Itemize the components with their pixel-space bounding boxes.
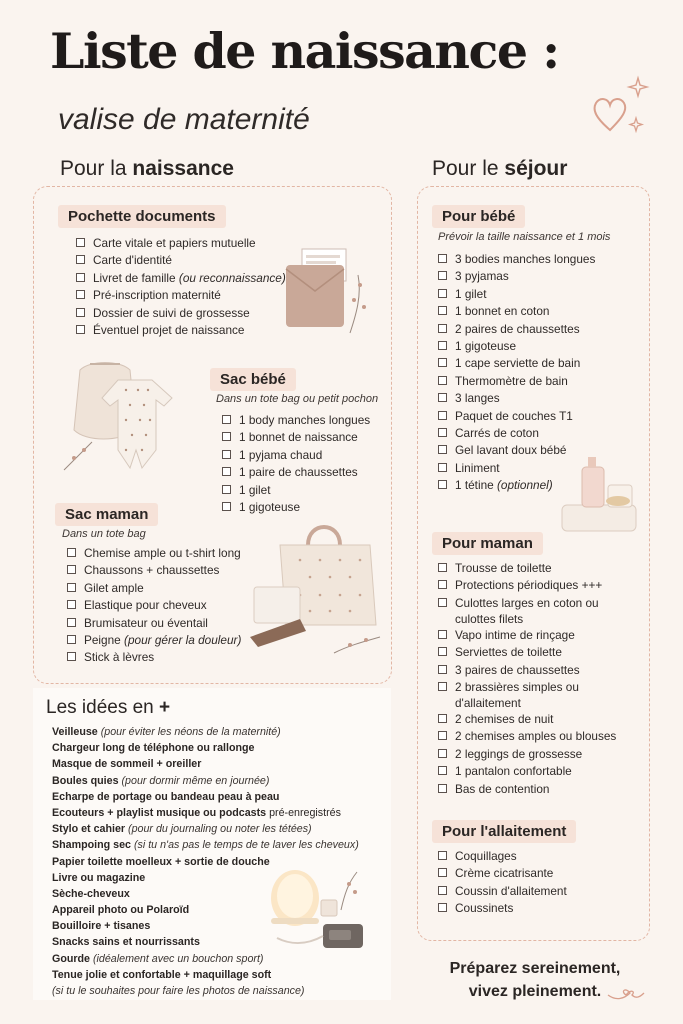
idea-item [52, 741, 359, 757]
checkbox[interactable] [76, 255, 85, 264]
checklist-item [438, 712, 616, 729]
item-text [455, 252, 595, 266]
item-label: 1 bonnet de naissance [239, 430, 358, 445]
item-text [455, 866, 553, 880]
item-text [84, 633, 241, 647]
tote-bag-icon [250, 515, 385, 660]
checkbox[interactable] [67, 618, 76, 627]
checkbox[interactable] [67, 600, 76, 609]
item-text [455, 712, 553, 726]
heart-sparkles-icon [588, 70, 658, 140]
item-text [455, 628, 575, 642]
item-label: 2 chemises de nuit [455, 711, 554, 726]
idea-label: Gourde [52, 952, 93, 965]
idea-label: Veilleuse [52, 726, 101, 738]
sac-maman-subtitle: Dans un tote bag [62, 528, 146, 540]
item-label: 3 langes [455, 391, 500, 406]
ideas-heading [46, 697, 170, 719]
checkbox[interactable] [438, 868, 447, 877]
idea-note: (si tu le souhaites pour faire les photos de naissance) [52, 985, 305, 997]
checklist-item [438, 409, 595, 426]
checklist-item [222, 413, 370, 430]
item-label: Chaussons + chaussettes [84, 563, 220, 578]
item-label: 2 chemises amples ou blouses [455, 729, 617, 744]
checkbox[interactable] [438, 598, 447, 607]
checkbox[interactable] [67, 548, 76, 557]
checklist-item [438, 339, 595, 356]
checkbox[interactable] [76, 273, 85, 282]
item-label: 3 paires de chaussettes [455, 662, 580, 677]
item-text [455, 356, 580, 370]
checkbox[interactable] [438, 784, 447, 793]
item-label: Thermomètre de bain [455, 373, 568, 388]
item-label: 2 paires de chaussettes [455, 321, 580, 336]
checklist-item [438, 729, 616, 746]
item-label: Liniment [455, 460, 500, 475]
pour-bebe-subtitle: Prévoir la taille naissance et 1 mois [438, 231, 611, 243]
item-text [455, 478, 553, 492]
closing-line-1: Préparez sereinement, [449, 960, 621, 977]
idea-item [52, 774, 359, 790]
checklist-item [67, 546, 241, 563]
checklist-item [222, 430, 370, 447]
checkbox[interactable] [222, 415, 231, 424]
idea-item [52, 757, 359, 773]
checkbox[interactable] [222, 432, 231, 441]
idea-note: (idéalement avec un bouchon sport) [92, 952, 264, 965]
item-text [455, 339, 516, 353]
item-text [455, 782, 549, 796]
checklist-item [438, 884, 567, 901]
checklist-item [438, 596, 616, 628]
checkbox[interactable] [438, 376, 447, 385]
item-text [455, 561, 552, 575]
baby-clothes-pouch-icon [60, 350, 195, 480]
sac-bebe-tag: Sac bébé [210, 368, 296, 391]
idea-note: (pour éviter les néons de la maternité) [100, 726, 281, 738]
item-label: 3 pyjamas [455, 269, 509, 284]
checkbox[interactable] [438, 749, 447, 758]
item-text [455, 304, 549, 318]
page-subtitle: valise de maternité [58, 103, 310, 136]
item-label: Crème cicatrisante [455, 866, 554, 881]
checkbox[interactable] [438, 411, 447, 420]
item-text [455, 663, 580, 677]
sac-bebe-list [222, 413, 370, 517]
checkbox[interactable] [438, 289, 447, 298]
idea-label: Appareil photo ou Polaroïd [52, 904, 190, 917]
item-label: Chemise ample ou t-shirt long [84, 546, 241, 560]
checklist-item [67, 581, 241, 598]
item-label: Elastique pour cheveux [84, 598, 207, 613]
heading-bold: naissance [132, 157, 234, 180]
idea-label: Bouilloire + tisanes [52, 920, 151, 933]
checkbox[interactable] [67, 652, 76, 661]
checkbox[interactable] [438, 886, 447, 895]
checklist-item [438, 901, 567, 918]
pour-maman-list [438, 561, 616, 799]
pour-bebe-tag: Pour bébé [432, 205, 525, 228]
idea-label: Masque de sommeil + oreiller [52, 758, 202, 771]
checkbox[interactable] [438, 463, 447, 472]
item-label: Gel lavant doux bébé [455, 443, 567, 458]
idea-item [52, 822, 359, 838]
item-text [455, 729, 616, 743]
checkbox[interactable] [438, 580, 447, 589]
checklist-item [67, 633, 241, 650]
item-label: Paquet de couches T1 [455, 408, 573, 423]
checklist-item [438, 561, 616, 578]
checkbox[interactable] [222, 467, 231, 476]
checklist-item [438, 374, 595, 391]
idea-plain: pré-enregistrés [269, 806, 341, 819]
checkbox[interactable] [67, 635, 76, 644]
item-text [84, 563, 219, 577]
item-label: 2 brassières simples ou d'allaitement [455, 679, 579, 710]
checklist-item [76, 323, 286, 340]
item-text [455, 679, 605, 711]
checkbox[interactable] [438, 480, 447, 489]
item-text [455, 645, 562, 659]
item-text [239, 448, 322, 462]
checklist-item [438, 764, 616, 781]
left-column-heading [60, 157, 234, 181]
item-text [455, 374, 568, 388]
item-label: 1 pantalon confortable [455, 764, 572, 779]
heading-prefix: Les idées en [46, 697, 154, 718]
item-text [239, 500, 300, 514]
item-label: Peigne [84, 632, 125, 647]
idea-label: Stylo et cahier [52, 823, 129, 836]
idea-label: Ecouteurs + playlist musique ou podcasts [52, 806, 270, 819]
idea-item [52, 984, 359, 1000]
item-label: Coquillages [455, 849, 517, 863]
closing-line-2: vivez pleinement. [468, 983, 602, 1000]
item-note: (optionnel) [496, 478, 553, 493]
item-label: Protections périodiques +++ [455, 578, 603, 593]
checklist-item [438, 322, 595, 339]
checklist-item [222, 448, 370, 465]
item-label: Brumisateur ou éventail [84, 615, 208, 630]
item-label: 1 gigoteuse [455, 338, 517, 353]
idea-label: Boules quies [52, 774, 122, 787]
checklist-item [76, 288, 286, 305]
item-label: 3 bodies manches longues [455, 252, 596, 266]
checkbox[interactable] [438, 306, 447, 315]
checkbox[interactable] [438, 665, 447, 674]
item-text [455, 884, 567, 898]
item-label: Bas de contention [455, 781, 550, 796]
idea-label: Snacks sains et nourrissants [52, 936, 200, 949]
item-text [455, 287, 486, 301]
checklist-item [67, 598, 241, 615]
idea-label: Papier toilette moelleux + sortie de douche [52, 855, 270, 868]
heading-prefix: Pour le [432, 157, 499, 180]
checkbox[interactable] [438, 445, 447, 454]
checklist-item [438, 866, 567, 883]
item-label: Serviettes de toilette [455, 645, 562, 660]
idea-item [52, 806, 359, 822]
checklist-item [76, 236, 286, 253]
item-label: Carte d'identité [93, 253, 172, 268]
nightlight-charger-icon [265, 862, 380, 962]
item-text [455, 426, 539, 440]
checklist-item [438, 287, 595, 304]
item-text [84, 546, 241, 560]
item-text [455, 269, 509, 283]
right-column-heading [432, 157, 567, 181]
item-label: Pré-inscription maternité [93, 288, 221, 303]
checkbox[interactable] [438, 563, 447, 572]
idea-label: Livre ou magazine [52, 871, 146, 884]
item-text [84, 581, 144, 595]
idea-label: Chargeur long de téléphone ou rallonge [52, 742, 255, 755]
item-label: 1 pyjama chaud [239, 447, 323, 462]
item-label: Dossier de suivi de grossesse [93, 305, 250, 320]
checklist-item [438, 680, 616, 712]
checklist-item [438, 252, 595, 269]
item-text [455, 747, 582, 761]
checklist-item [438, 645, 616, 662]
checklist-item [67, 616, 241, 633]
pochette-documents-list [76, 236, 286, 340]
heart-squiggle-icon [606, 983, 646, 1003]
item-text [455, 901, 513, 915]
checkbox[interactable] [222, 450, 231, 459]
checkbox[interactable] [438, 393, 447, 402]
checkbox[interactable] [67, 565, 76, 574]
item-label: 2 leggings de grossesse [455, 746, 583, 761]
idea-note: (si tu n'as pas le temps de te laver les cheveux) [133, 839, 359, 852]
item-text [239, 465, 358, 479]
checkbox[interactable] [438, 851, 447, 860]
checklist-item [438, 747, 616, 764]
item-text [455, 764, 572, 778]
item-text [455, 578, 602, 592]
document-pouch-icon [280, 245, 380, 340]
sac-bebe-subtitle: Dans un tote bag ou petit pochon [216, 393, 379, 405]
checkbox[interactable] [438, 903, 447, 912]
item-label: Coussinets [455, 901, 514, 916]
checkbox[interactable] [222, 502, 231, 511]
item-label: Culottes larges en coton ou culottes filets [455, 595, 599, 626]
heading-bold: + [159, 697, 171, 718]
item-text [455, 409, 573, 423]
checklist-item [76, 306, 286, 323]
item-text [455, 595, 605, 627]
checkbox[interactable] [67, 583, 76, 592]
item-text [239, 430, 358, 444]
item-label: Stick à lèvres [84, 650, 155, 665]
item-label: 1 paire de chaussettes [239, 465, 358, 480]
checklist-item [438, 663, 616, 680]
item-label: Carte vitale et papiers mutuelle [93, 236, 256, 250]
checklist-item [438, 304, 595, 321]
item-label: 1 gilet [239, 482, 271, 497]
sac-maman-list [67, 546, 241, 668]
item-label: 1 gilet [455, 286, 487, 301]
item-text [93, 236, 256, 250]
item-text [93, 323, 245, 337]
checkbox[interactable] [438, 428, 447, 437]
pour-maman-tag: Pour maman [432, 532, 543, 555]
item-label: 1 cape serviette de bain [455, 356, 581, 371]
item-text [455, 391, 500, 405]
item-text [93, 271, 286, 285]
item-label: 1 gigoteuse [239, 499, 301, 514]
idea-label: Tenue jolie et confortable + maquillage soft [52, 968, 272, 981]
checkbox[interactable] [438, 714, 447, 723]
heading-prefix: Pour la [60, 157, 127, 180]
checkbox[interactable] [438, 766, 447, 775]
checkbox[interactable] [76, 325, 85, 334]
checklist-item [438, 849, 567, 866]
page-title: Liste de naissance : [50, 22, 559, 80]
idea-label: Shampoing sec [52, 839, 134, 852]
item-label: Gilet ample [84, 580, 144, 595]
checkbox[interactable] [438, 630, 447, 639]
item-text [84, 650, 154, 664]
checkbox[interactable] [438, 731, 447, 740]
checklist-item [67, 650, 241, 667]
item-text [239, 413, 370, 427]
checkbox[interactable] [438, 341, 447, 350]
heading-bold: séjour [504, 157, 568, 180]
item-text [93, 306, 250, 320]
checklist-item [222, 483, 370, 500]
baby-bath-products-icon [558, 455, 640, 537]
checkbox[interactable] [76, 308, 85, 317]
checklist-item [438, 782, 616, 799]
idea-item [52, 725, 359, 741]
item-text [93, 288, 221, 302]
item-text [84, 598, 207, 612]
pochette-documents-tag: Pochette documents [58, 205, 226, 228]
checkbox[interactable] [438, 358, 447, 367]
idea-item [52, 968, 359, 984]
item-label: Trousse de toilette [455, 561, 552, 575]
item-text [455, 322, 580, 336]
item-label: Carrés de coton [455, 425, 539, 440]
idea-note: (pour du journaling ou noter les tétées) [128, 823, 312, 836]
checkbox[interactable] [76, 238, 85, 247]
item-label: Coussin d'allaitement [455, 883, 567, 898]
item-label: 1 bonnet en coton [455, 304, 550, 319]
checkbox[interactable] [438, 647, 447, 656]
idea-item [52, 838, 359, 854]
checklist-item [67, 563, 241, 580]
checkbox[interactable] [438, 271, 447, 280]
checklist-item [438, 426, 595, 443]
item-text [455, 443, 567, 457]
idea-note: (pour dormir même en journée) [121, 774, 270, 787]
item-label: Vapo intime de rinçage [455, 627, 575, 642]
checklist-item [438, 628, 616, 645]
checkbox[interactable] [438, 682, 447, 691]
sac-maman-tag: Sac maman [55, 503, 158, 526]
checklist-item [76, 253, 286, 270]
idea-label: Echarpe de portage ou bandeau peau à peau [52, 790, 280, 803]
item-label: 1 tétine [455, 478, 497, 493]
item-text [93, 253, 172, 267]
item-label: Livret de famille [93, 270, 179, 285]
item-note: (ou reconnaissance) [178, 270, 286, 285]
idea-item [52, 790, 359, 806]
checklist-item [438, 578, 616, 595]
checklist-item [438, 356, 595, 373]
item-text [84, 616, 208, 630]
item-note: (pour gérer la douleur) [124, 632, 242, 647]
checklist-item [222, 465, 370, 482]
pour-allaitement-tag: Pour l'allaitement [432, 820, 576, 843]
checklist-item [76, 271, 286, 288]
item-text [455, 849, 517, 863]
item-label: 1 body manches longues [239, 413, 371, 427]
item-text [455, 461, 500, 475]
checklist-item [438, 269, 595, 286]
item-text [239, 483, 270, 497]
checkbox[interactable] [438, 254, 447, 263]
checkbox[interactable] [76, 290, 85, 299]
checkbox[interactable] [222, 485, 231, 494]
pour-allaitement-list [438, 849, 567, 919]
checklist-item [438, 391, 595, 408]
checkbox[interactable] [438, 324, 447, 333]
item-label: Éventuel projet de naissance [93, 322, 245, 337]
idea-label: Sèche-cheveux [52, 887, 130, 900]
